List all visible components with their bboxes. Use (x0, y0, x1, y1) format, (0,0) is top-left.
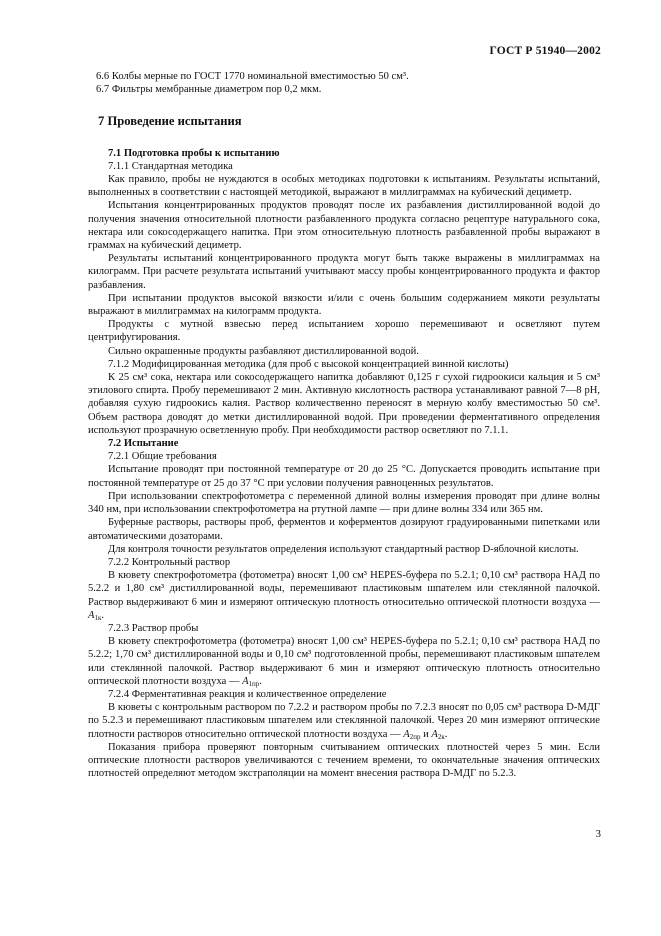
absorbance-subscript: 2пр (409, 732, 421, 741)
paragraph-7-2-1-d: Для контроля точности результатов определения используют стандартный раствор D-яблочной кислоты. (108, 543, 579, 555)
paragraph-7-2-4-text: В кюветы с контрольным раствором по 7.2.2 и раствором пробы по 7.2.3 вносят по 0,05 см³ раствора D-МДГ по 5.2.3 и перемешивают пластиковым шпателем или стеклянной палочкой. Через 20 мин измеряют оптические плотности растворов относительно оптической плотности воздуха — (88, 702, 600, 740)
page-number: 3 (595, 828, 601, 840)
absorbance-subscript: 1к (94, 613, 102, 622)
absorbance-subscript: 1пр (248, 679, 260, 688)
heading-7-1: 7.1 Подготовка пробы к испытанию (108, 147, 280, 159)
paragraph-7-1-1-f: Сильно окрашенные продукты разбавляют дистиллированной водой. (108, 345, 419, 357)
paragraph-7-2-4-b: Показания прибора проверяют повторным считыванием оптических плотностей через 5 мин. Если оптические плотности растворов увеличиваются с течением времени, то окончательные значения оптических плотностей определяют методом экстраполяции на момент внесения раствора D-МДГ по 5.2.3. (88, 741, 600, 780)
document-body (88, 70, 600, 780)
item-6-7: 6.7 Фильтры мембранные диаметром пор 0,2 мкм. (96, 84, 322, 96)
paragraph-7-2-1-a: Испытание проводят при постоянной температуре от 20 до 25 °С. Допускается проводить испытание при постоянной температуре от 25 до 37 °С при условии получения равноценных результатов. (88, 464, 600, 489)
section-7-title: 7 Проведение испытания (98, 114, 242, 129)
absorbance-symbol: A (431, 728, 438, 740)
subheading-7-1-1: 7.1.1 Стандартная методика (108, 160, 233, 172)
paragraph-7-1-1-a: Как правило, пробы не нуждаются в особых методиках подготовки к испытаниям. Результаты испытаний, выполненных в соответствии с настоящей методикой, выражают в миллиграммах на кубический дециметр. (88, 174, 600, 199)
subheading-7-2-2: 7.2.2 Контрольный раствор (108, 556, 231, 568)
subheading-7-2-1: 7.2.1 Общие требования (108, 451, 217, 463)
paragraph-7-2-4-a: В кюветы с контрольным раствором по 7.2.2 и раствором пробы по 7.2.3 вносят по 0,05 см³ раствора D-МДГ по 5.2.3 и перемешивают пластиковым шпателем или стеклянной палочкой. Через 20 мин измеряют оптические плотности растворов относительно оптической плотности воздуха — $A_{2пр}$ и $A_{2к}$. (88, 702, 600, 741)
absorbance-symbol: A (88, 609, 95, 621)
paragraph-7-2-1-c: Буферные растворы, растворы проб, ферментов и коферментов дозируют градуированными пипетками или автоматическими дозаторами. (88, 517, 600, 542)
item-6-6: 6.6 Колбы мерные по ГОСТ 1770 номинальной вместимостью 50 см³. (96, 71, 409, 82)
subheading-7-1-2: 7.1.2 Модифицированная методика (для проб с высокой концентрацией винной кислоты) (108, 358, 509, 370)
heading-7-2: 7.2 Испытание (108, 438, 179, 450)
paragraph-7-2-2-text: В кювету спектрофотометра (фотометра) вносят 1,00 см³ HEPES-буфера по 5.2.1; 0,10 см³ раствора НАД по 5.2.2 и 1,80 см³ дистиллированной воды, перемешивают пластиковым шпателем или стеклянной палочкой. Раствор выдерживают 6 мин и измеряют оптическую плотность относительно оптической плотности воздуха — (88, 570, 600, 608)
paragraph-7-1-1-c: Результаты испытаний концентрированного продукта могут быть также выражены в миллиграммах на килограмм. При расчете результата испытаний учитывают массу пробы концентрированного продукта и фактор разбавления. (88, 253, 600, 291)
standard-code-header: ГОСТ Р 51940—2002 (489, 45, 601, 57)
subheading-7-2-3: 7.2.3 Раствор пробы (108, 622, 199, 634)
subheading-7-2-4: 7.2.4 Ферментативная реакция и количественное определение (108, 688, 387, 700)
paragraph-7-2-3-text: В кювету спектрофотометра (фотометра) вносят 1,00 см³ HEPES-буфера по 5.2.1; 0,10 см³ раствора НАД по 5.2.2; 1,70 см³ дистиллированной воды и 0,10 см³ подготовленной пробы, перемешивают пластиковым шпателем или стеклянной палочкой. Раствор выдерживают 6 мин и измеряют оптическую плотность относительно оптической плотности воздуха — (88, 636, 600, 687)
paragraph-7-1-1-e: Продукты с мутной взвесью перед испытанием хорошо перемешивают и осветляют путем центрифугирования. (88, 319, 600, 344)
paragraph-7-1-1-d: При испытании продуктов высокой вязкости и/или с очень большим содержанием мякоти результаты выражают в миллиграммах на килограмм продукта. (88, 292, 600, 318)
absorbance-symbol: A (403, 728, 410, 740)
paragraph-7-2-1-b: При использовании спектрофотометра с переменной длиной волны измерения проводят при длине волны 340 нм, при использовании спектрофотометра на ртутной лампе — при длине волны 334 или 365 нм. (88, 490, 600, 516)
paragraph-7-2-2: В кювету спектрофотометра (фотометра) вносят 1,00 см³ HEPES-буфера по 5.2.1; 0,10 см³ раствора НАД по 5.2.2 и 1,80 см³ дистиллированной воды, перемешивают пластиковым шпателем или стеклянной палочкой. Раствор выдерживают 6 мин и измеряют оптическую плотность относительно оптической плотности воздуха — $A_{1к}$. (88, 570, 600, 622)
absorbance-symbol: A (242, 675, 249, 687)
paragraph-7-2-3: В кювету спектрофотометра (фотометра) вносят 1,00 см³ HEPES-буфера по 5.2.1; 0,10 см³ раствора НАД по 5.2.2; 1,70 см³ дистиллированной воды и 0,10 см³ подготовленной пробы, перемешивают пластиковым шпателем или стеклянной палочкой. Раствор выдерживают 6 мин и измеряют оптическую плотность относительно оптической плотности воздуха — $A_{1пр}$. (88, 636, 600, 688)
paragraph-7-1-2: К 25 см³ сока, нектара или сокосодержащего напитка добавляют 0,125 г сухой гидроокиси кальция и 5 см³ этилового спирта. Пробу перемешивают 2 мин. Активную кислотность раствора устанавливают равной 7—8 pH, добавляя сухую гидроокись калия. Раствор количественно переносят в мерную колбу вместимостью 50 см³. Объем раствора доводят до метки дистиллированной водой. При проведении ферментативного определения используют прозрачную осветленную пробу. При необходимости раствор осветляют по 7.1.1. (88, 372, 600, 436)
paragraph-7-1-1-b: Испытания концентрированных продуктов проводят после их разбавления дистиллированной водой до получения значения относительной плотности разбавленного продукта согласно рецептуре натурального сока, нектара или сокосодержащего напитка. При этом относительную плотность разбавленной пробы выражают в граммах на кубический дециметр. (88, 200, 600, 252)
absorbance-subscript: 2к (437, 732, 445, 741)
conjunction: и (423, 728, 429, 740)
